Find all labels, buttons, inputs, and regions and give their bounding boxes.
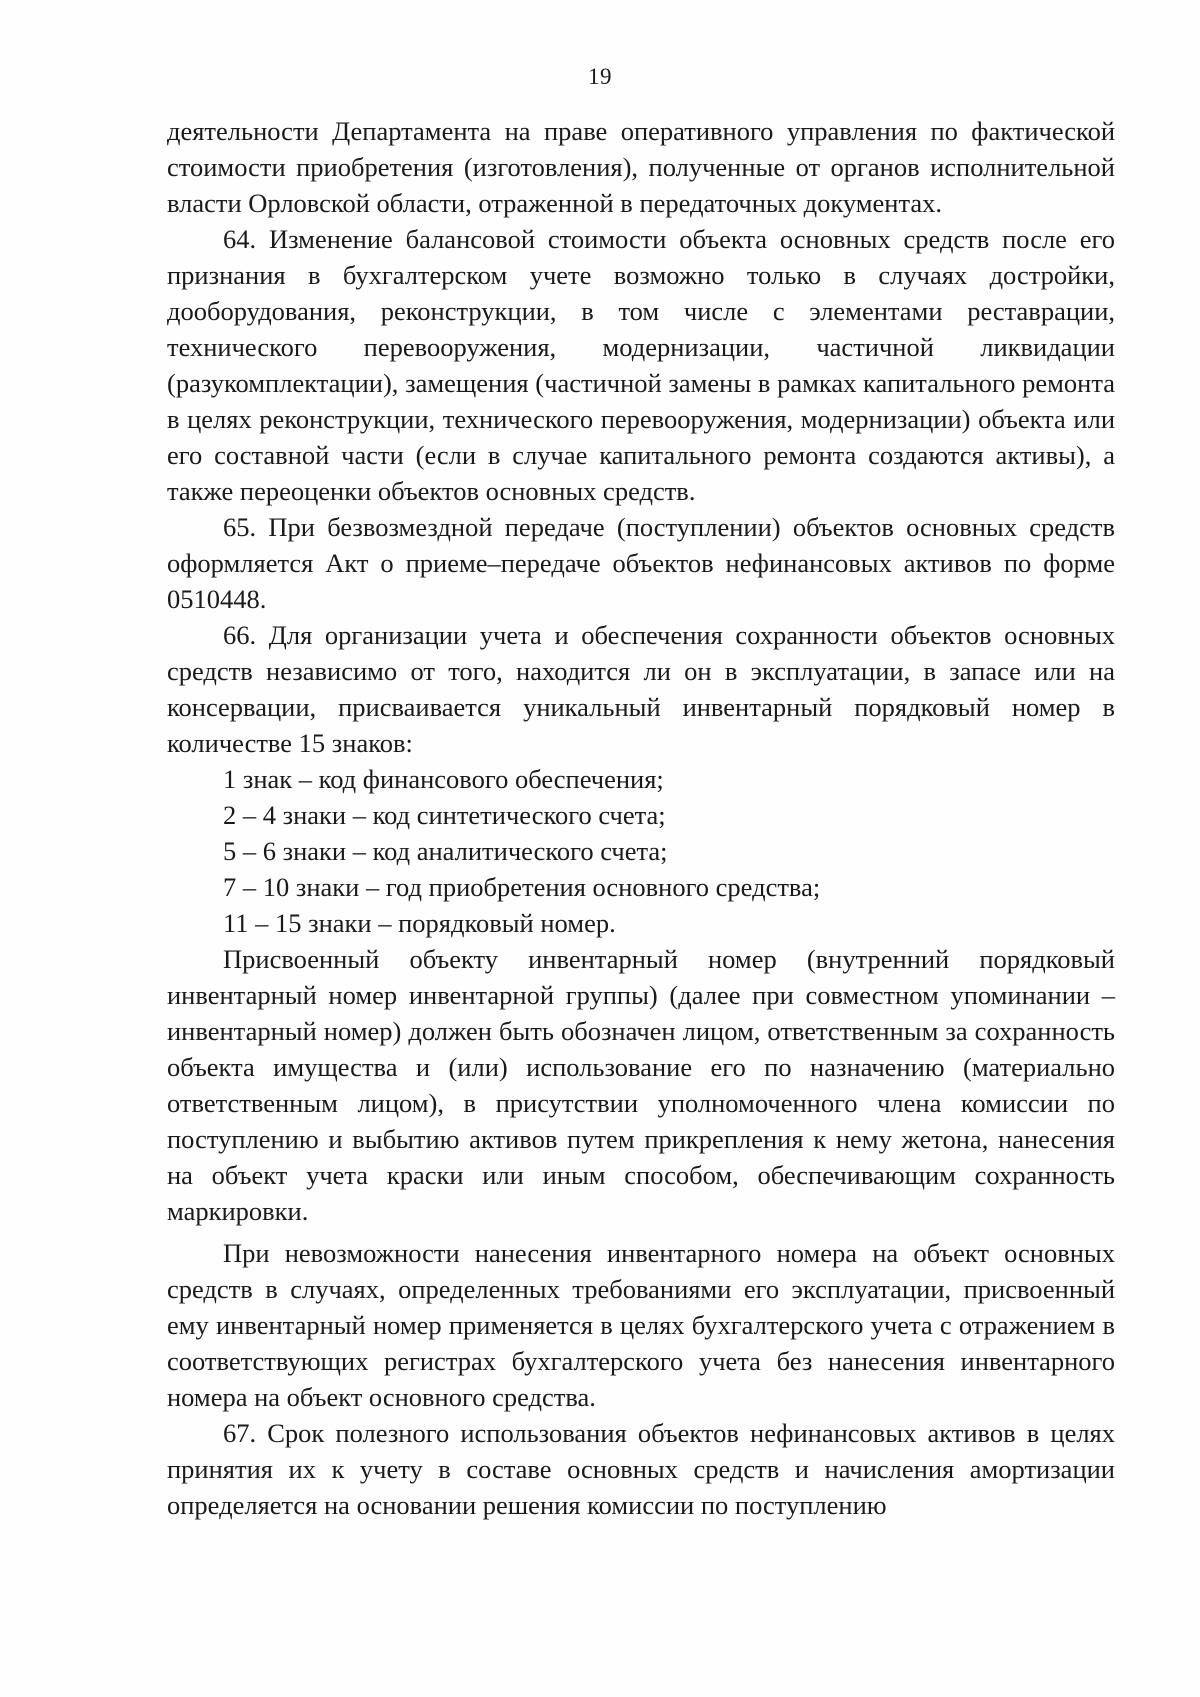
list-item: 7 – 10 знаки – год приобретения основного средства;	[223, 872, 821, 902]
document-body	[167, 113, 1115, 1523]
paragraph-inventory-impossible: При невозможности нанесения инвентарного номера на объект основных средств в случаях, определенных требованиями его эксплуатации, присвоенный ему инвентарный номер применяется в целях бухгалтерского учета с отражением в соответствующих регистрах бухгалтерского учета без нанесения инвентарного номера на объект основного средства.	[167, 1238, 1115, 1412]
list-item: 11 – 15 знаки – порядковый номер.	[223, 908, 616, 938]
paragraph-64: 64. Изменение балансовой стоимости объекта основных средств после его признания в бухгалтерском учете возможно только в случаях достройки, дооборудования, реконструкции, в том числе с элементами реставрации, технического перевооружения, модернизации, частичной ликвидации (разукомплектации), замещения (частичной замены в рамках капитального ремонта в целях реконструкции, технического перевооружения, модернизации) объекта или его составной части (если в случае капитального ремонта создаются активы), а также переоценки объектов основных средств.	[167, 224, 1115, 506]
paragraph-continuation: деятельности Департамента на праве оперативного управления по фактической стоимости приобретения (изготовления), полученные от органов исполнительной власти Орловской области, отраженной в передаточных документах.	[167, 116, 1115, 218]
paragraph-65: 65. При безвозмездной передаче (поступлении) объектов основных средств оформляется Акт о приеме–передаче объектов нефинансовых активов по форме 0510448.	[167, 512, 1115, 614]
list-item: 2 – 4 знаки – код синтетического счета;	[223, 800, 666, 830]
page-number: 19	[588, 64, 612, 89]
paragraph-66: 66. Для организации учета и обеспечения сохранности объектов основных средств независимо от того, находится ли он в эксплуатации, в запасе или на консервации, присваивается уникальный инвентарный порядковый номер в количестве 15 знаков:	[167, 620, 1115, 758]
paragraph-67: 67. Срок полезного использования объектов нефинансовых активов в целях принятия их к учету в составе основных средств и начисления амортизации определяется на основании решения комиссии по поступлению	[167, 1418, 1115, 1520]
list-item: 5 – 6 знаки – код аналитического счета;	[223, 836, 668, 866]
list-item: 1 знак – код финансового обеспечения;	[223, 764, 664, 794]
paragraph-inventory-marking: Присвоенный объекту инвентарный номер (внутренний порядковый инвентарный номер инвентарной группы) (далее при совместном упоминании – инвентарный номер) должен быть обозначен лицом, ответственным за сохранность объекта имущества и (или) использование его по назначению (материально ответственным лицом), в присутствии уполномоченного члена комиссии по поступлению и выбытию активов путем прикрепления к нему жетона, нанесения на объект учета краски или иным способом, обеспечивающим сохранность маркировки.	[167, 944, 1115, 1226]
